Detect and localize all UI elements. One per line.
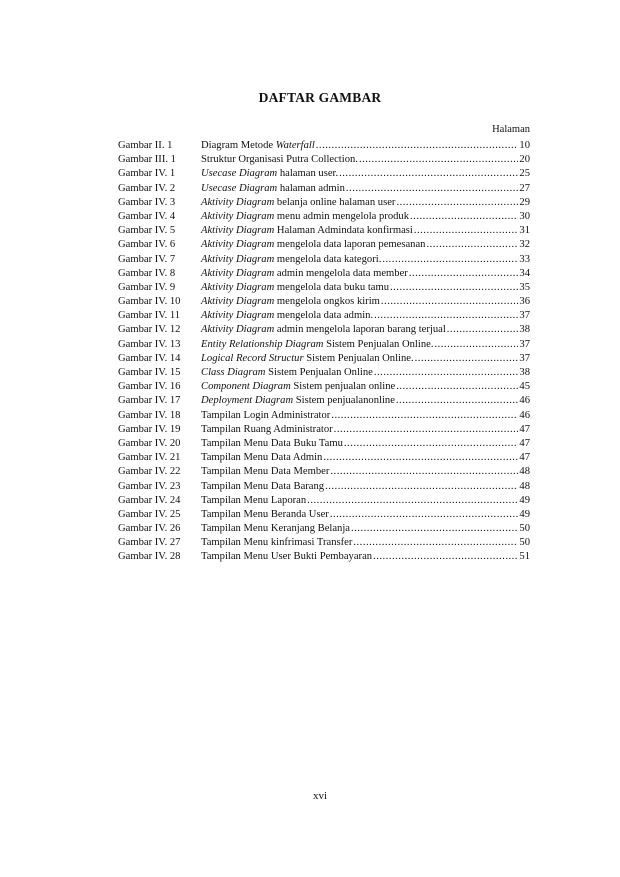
- caption-text: mengelola data buku tamu: [274, 281, 389, 293]
- figure-page-number: 27: [519, 182, 530, 194]
- figure-caption: [201, 338, 433, 352]
- figure-number: Gambar IV. 17: [118, 395, 181, 407]
- dot-leader: [390, 281, 518, 295]
- caption-italic-term: Aktivity Diagram: [201, 310, 275, 322]
- figure-caption: [201, 238, 425, 252]
- caption-italic-term: Aktivity Diagram: [201, 239, 275, 251]
- figure-caption: [201, 465, 329, 479]
- figure-entry: [118, 394, 530, 408]
- caption-text: Sistem Penjualan Online: [265, 367, 373, 378]
- caption-text: halaman admin: [277, 182, 345, 194]
- figure-number: Gambar IV. 15: [118, 367, 181, 378]
- caption-text: menu admin mengelola produk: [274, 210, 410, 222]
- figure-entry: [118, 338, 530, 352]
- figure-number: Gambar IV. 11: [118, 310, 181, 322]
- dot-leader: [325, 480, 518, 494]
- caption-text: Tampilan Menu Data Buku Tamu: [201, 437, 343, 449]
- caption-italic-term: Aktivity Diagram: [201, 225, 275, 237]
- figure-number: Gambar IV. 6: [118, 239, 176, 251]
- dot-leader: [382, 253, 518, 267]
- figure-number: Gambar IV. 28: [118, 551, 181, 563]
- dot-leader: [434, 338, 518, 352]
- caption-text: belanja online halaman user: [274, 196, 396, 208]
- caption-text: admin mengelola data member: [274, 267, 408, 279]
- caption-italic-term: Aktivity Diagram: [201, 253, 275, 265]
- caption-text: Tampilan Menu Laporan: [201, 494, 307, 506]
- figure-caption: [201, 508, 329, 522]
- figure-list: [118, 139, 530, 565]
- figure-entry: [118, 465, 530, 479]
- caption-italic-term: Deployment Diagram: [201, 395, 294, 407]
- figure-page-number: 37: [519, 338, 530, 350]
- caption-italic-term: Aktivity Diagram: [201, 296, 275, 308]
- dot-leader: [396, 380, 518, 394]
- dot-leader: [351, 522, 518, 536]
- dot-leader: [409, 267, 519, 281]
- caption-text: mengelola ongkos kirim: [274, 296, 380, 308]
- figure-caption: [201, 494, 306, 508]
- figure-entry: [118, 182, 530, 196]
- figure-number: Gambar IV. 26: [118, 523, 181, 535]
- dot-leader: [426, 238, 518, 252]
- caption-text: Struktur Organisasi Putra Collection.: [201, 154, 358, 166]
- figure-number: Gambar IV. 16: [118, 381, 181, 393]
- figure-page-number: 38: [519, 324, 530, 336]
- dot-leader: [414, 224, 519, 238]
- caption-italic-term: Aktivity Diagram: [201, 196, 275, 208]
- caption-italic-term: Usecase Diagram: [201, 168, 278, 180]
- figure-caption: [201, 153, 358, 167]
- caption-italic-term: Entity Relationship Diagram: [201, 338, 324, 350]
- caption-text: Tampilan Menu kinfrimasi Transfer: [201, 537, 353, 549]
- figure-page-number: 45: [519, 381, 530, 393]
- caption-italic-term: Waterfall: [275, 140, 315, 151]
- figure-caption: [201, 409, 330, 423]
- figure-entry: [118, 267, 530, 281]
- dot-leader: [330, 508, 519, 522]
- caption-italic-term: Class Diagram: [201, 367, 266, 378]
- caption-text: Tampilan Menu Data Admin: [201, 452, 323, 464]
- caption-italic-term: Component Diagram: [201, 381, 291, 393]
- caption-text: Sistem penjualanonline: [293, 395, 395, 407]
- caption-text: mengelola data admin.: [274, 310, 374, 322]
- figure-page-number: 47: [519, 437, 530, 449]
- figure-caption: [201, 394, 395, 408]
- figure-number: Gambar IV. 21: [118, 452, 181, 464]
- figure-entry: [118, 139, 530, 153]
- figure-number: Gambar IV. 27: [118, 537, 181, 549]
- dot-leader: [344, 437, 519, 451]
- caption-text: Tampilan Menu User Bukti Pembayaran: [201, 551, 373, 563]
- page-number: xvi: [312, 790, 328, 802]
- caption-text: Sistem Penjualan Online.: [303, 352, 414, 364]
- figure-page-number: 30: [519, 210, 530, 222]
- dot-leader: [307, 494, 518, 508]
- figure-number: Gambar IV. 7: [118, 253, 176, 265]
- column-header-halaman: Halaman: [492, 124, 530, 135]
- figure-number: Gambar IV. 24: [118, 494, 181, 506]
- figure-caption: [201, 423, 333, 437]
- figure-entry: [118, 352, 530, 366]
- figure-page-number: 33: [519, 253, 530, 265]
- figure-caption: [201, 323, 446, 337]
- dot-leader: [410, 210, 518, 224]
- figure-caption: [201, 139, 315, 153]
- figure-page-number: 48: [519, 466, 530, 478]
- figure-caption: [201, 451, 322, 465]
- figure-number: Gambar IV. 4: [118, 210, 176, 222]
- figure-caption: [201, 224, 413, 238]
- page-title: DAFTAR GAMBAR: [258, 90, 382, 105]
- dot-leader: [373, 550, 518, 564]
- caption-text: Tampilan Ruang Administrator: [201, 423, 333, 435]
- dot-leader: [447, 323, 519, 337]
- figure-entry: [118, 253, 530, 267]
- dot-leader: [330, 465, 518, 479]
- figure-number: Gambar IV. 5: [118, 225, 176, 237]
- dot-leader: [374, 366, 519, 380]
- figure-caption: [201, 522, 350, 536]
- figure-entry: [118, 508, 530, 522]
- figure-number: Gambar IV. 22: [118, 466, 181, 478]
- figure-caption: [201, 536, 352, 550]
- figure-page-number: 51: [519, 551, 530, 563]
- figure-caption: [201, 352, 414, 366]
- dot-leader: [323, 451, 518, 465]
- dot-leader: [346, 182, 519, 196]
- figure-page-number: 50: [519, 537, 530, 549]
- figure-page-number: 37: [519, 310, 530, 322]
- figure-page-number: 36: [519, 296, 530, 308]
- figure-number: Gambar IV. 25: [118, 508, 181, 520]
- caption-text: Halaman Admindata konfirmasi: [274, 225, 413, 237]
- figure-page-number: 47: [519, 452, 530, 464]
- figure-entry: [118, 366, 530, 380]
- figure-caption: [201, 267, 408, 281]
- figure-entry: [118, 494, 530, 508]
- figure-page-number: 38: [519, 367, 530, 378]
- figure-number: Gambar III. 1: [118, 154, 176, 166]
- caption-text: Tampilan Menu Keranjang Belanja: [201, 523, 350, 535]
- figure-page-number: 49: [519, 494, 530, 506]
- figure-page-number: 46: [519, 395, 530, 407]
- figure-page-number: 34: [519, 267, 530, 279]
- figure-page-number: 46: [519, 409, 530, 421]
- caption-italic-term: Logical Record Structur: [201, 352, 304, 364]
- figure-page-number: 20: [519, 154, 530, 166]
- figure-entry: [118, 281, 530, 295]
- dot-leader: [396, 196, 518, 210]
- dot-leader: [316, 139, 519, 153]
- dot-leader: [359, 153, 518, 167]
- figure-number: Gambar IV. 8: [118, 267, 176, 279]
- caption-text: halaman user.: [277, 168, 339, 180]
- figure-entry: [118, 437, 530, 451]
- figure-entry: [118, 409, 530, 423]
- figure-entry: [118, 238, 530, 252]
- figure-number: Gambar IV. 14: [118, 352, 181, 364]
- caption-text: Tampilan Menu Data Barang: [201, 480, 325, 492]
- figure-page-number: 37: [519, 352, 530, 364]
- figure-entry: [118, 309, 530, 323]
- figure-number: Gambar IV. 18: [118, 409, 181, 421]
- figure-page-number: 49: [519, 508, 530, 520]
- dot-leader: [381, 295, 519, 309]
- caption-italic-term: Aktivity Diagram: [201, 281, 275, 293]
- caption-italic-term: Aktivity Diagram: [201, 324, 275, 336]
- caption-text: admin mengelola laporan barang terjual: [274, 324, 446, 336]
- figure-page-number: 25: [519, 168, 530, 180]
- dot-leader: [396, 394, 519, 408]
- figure-number: Gambar IV. 23: [118, 480, 181, 492]
- figure-entry: [118, 380, 530, 394]
- figure-number: Gambar IV. 2: [118, 182, 176, 194]
- figure-number: Gambar II. 1: [118, 140, 173, 151]
- figure-page-number: 29: [519, 196, 530, 208]
- dot-leader: [353, 536, 518, 550]
- figure-entry: [118, 153, 530, 167]
- figure-entry: [118, 423, 530, 437]
- figure-caption: [201, 281, 389, 295]
- figure-caption: [201, 295, 380, 309]
- figure-caption: [201, 196, 395, 210]
- figure-number: Gambar IV. 3: [118, 196, 176, 208]
- figure-caption: [201, 366, 373, 380]
- dot-leader: [374, 309, 518, 323]
- figure-caption: [201, 480, 324, 494]
- figure-number: Gambar IV. 13: [118, 338, 181, 350]
- figure-entry: [118, 480, 530, 494]
- caption-italic-term: Aktivity Diagram: [201, 267, 275, 279]
- dot-leader: [331, 409, 518, 423]
- figure-caption: [201, 210, 409, 224]
- figure-entry: [118, 196, 530, 210]
- figure-number: Gambar IV. 20: [118, 437, 181, 449]
- figure-page-number: 47: [519, 423, 530, 435]
- caption-italic-term: Usecase Diagram: [201, 182, 278, 194]
- caption-text: Tampilan Menu Data Member: [201, 466, 330, 478]
- figure-entry: [118, 210, 530, 224]
- caption-text: Tampilan Menu Beranda User: [201, 508, 329, 520]
- dot-leader: [339, 167, 518, 181]
- dot-leader: [334, 423, 519, 437]
- figure-entry: [118, 536, 530, 550]
- figure-page-number: 31: [519, 225, 530, 237]
- figure-caption: [201, 550, 372, 564]
- figure-page-number: 35: [519, 281, 530, 293]
- figure-caption: [201, 167, 338, 181]
- figure-number: Gambar IV. 9: [118, 281, 176, 293]
- figure-entry: [118, 224, 530, 238]
- figure-number: Gambar IV. 10: [118, 296, 181, 308]
- figure-caption: [201, 309, 373, 323]
- caption-text: mengelola data kategori.: [274, 253, 382, 265]
- caption-text: Sistem Penjualan Online.: [323, 338, 434, 350]
- caption-text: Diagram Metode: [201, 140, 276, 151]
- caption-text: mengelola data laporan pemesanan: [274, 239, 426, 251]
- figure-caption: [201, 253, 381, 267]
- figure-number: Gambar IV. 19: [118, 423, 181, 435]
- figure-entry: [118, 167, 530, 181]
- dot-leader: [415, 352, 519, 366]
- figure-entry: [118, 323, 530, 337]
- caption-text: Sistem penjualan online: [290, 381, 396, 393]
- caption-text: Tampilan Login Administrator: [201, 409, 331, 421]
- figure-number: Gambar IV. 1: [118, 168, 176, 180]
- figure-page-number: 10: [519, 140, 530, 151]
- figure-page-number: 32: [519, 239, 530, 251]
- figure-caption: [201, 380, 395, 394]
- figure-caption: [201, 182, 345, 196]
- figure-page-number: 50: [519, 523, 530, 535]
- figure-caption: [201, 437, 343, 451]
- figure-entry: [118, 522, 530, 536]
- figure-number: Gambar IV. 12: [118, 324, 181, 336]
- figure-page-number: 48: [519, 480, 530, 492]
- figure-entry: [118, 451, 530, 465]
- figure-entry: [118, 295, 530, 309]
- caption-italic-term: Aktivity Diagram: [201, 210, 275, 222]
- figure-entry: [118, 550, 530, 564]
